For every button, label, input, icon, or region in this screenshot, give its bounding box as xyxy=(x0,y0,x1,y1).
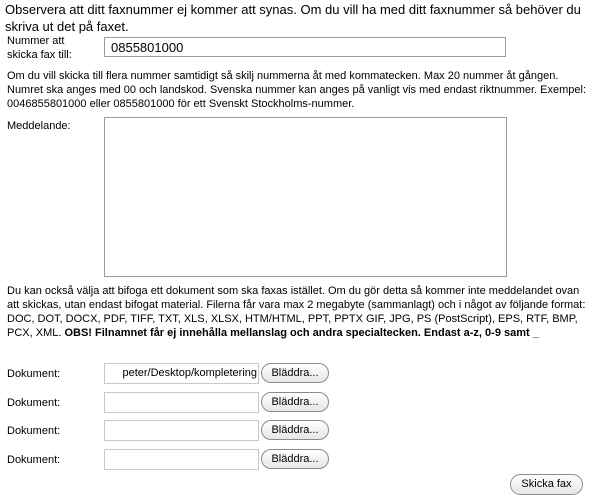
document-3-label: Dokument: xyxy=(7,425,61,437)
document-3-browse-button[interactable]: Bläddra... xyxy=(261,420,329,440)
document-1-browse-button[interactable]: Bläddra... xyxy=(261,363,329,383)
document-1-file-field[interactable]: peter/Desktop/kompletering xyxy=(104,363,259,384)
fax-number-help: Om du vill skicka till flera nummer samtidigt så skilj nummerna åt med kommatecken. Max 20 nummer åt gången. Numret ska anges med 00 och landskod. Svenska nummer kan anges på vanligt vis med endast riktnummer. Exempel: 0046855801000 eller 0855801000 för ett Svenskt Stockholms-nummer. xyxy=(7,70,587,110)
document-3-file-field[interactable] xyxy=(104,420,259,441)
filename-warning: OBS! Filnamnet får ej innehålla mellanslag och andra specialtecken. Endast a-z, 0-9 samt _ xyxy=(64,327,539,339)
fax-number-input[interactable] xyxy=(104,37,506,57)
document-4-file-field[interactable] xyxy=(104,449,259,470)
fax-number-label: Nummer att skicka fax till: xyxy=(7,35,72,61)
message-textarea[interactable] xyxy=(104,117,507,277)
send-fax-button[interactable]: Skicka fax xyxy=(510,474,583,495)
document-4-browse-button[interactable]: Bläddra... xyxy=(261,449,329,469)
document-1-label: Dokument: xyxy=(7,368,61,380)
privacy-notice: Observera att ditt faxnummer ej kommer att synas. Om du vill ha med ditt faxnummer så behöver du skriva ut det på faxet. xyxy=(5,2,581,34)
document-4-label: Dokument: xyxy=(7,454,61,466)
document-2-label: Dokument: xyxy=(7,397,61,409)
document-2-browse-button[interactable]: Bläddra... xyxy=(261,392,329,412)
attachment-info xyxy=(7,284,593,340)
document-2-file-field[interactable] xyxy=(104,392,259,413)
attachment-info-text: Du kan också välja att bifoga ett dokument som ska faxas istället. Om du gör detta så kommer inte meddelandet ovan att skickas, utan endast bifogat material. Filerna får vara max 2 megabyte (sammanlagt) och i något av följande format: DOC, DOT, DOCX, PDF, TIFF, TXT, XLS, XLSX, HTM/HTML, PPT, PPTX GIF, JPG, PS (PostScript), EPS, RTF, BMP, PCX, XML. xyxy=(7,285,586,339)
message-label: Meddelande: xyxy=(7,120,71,132)
